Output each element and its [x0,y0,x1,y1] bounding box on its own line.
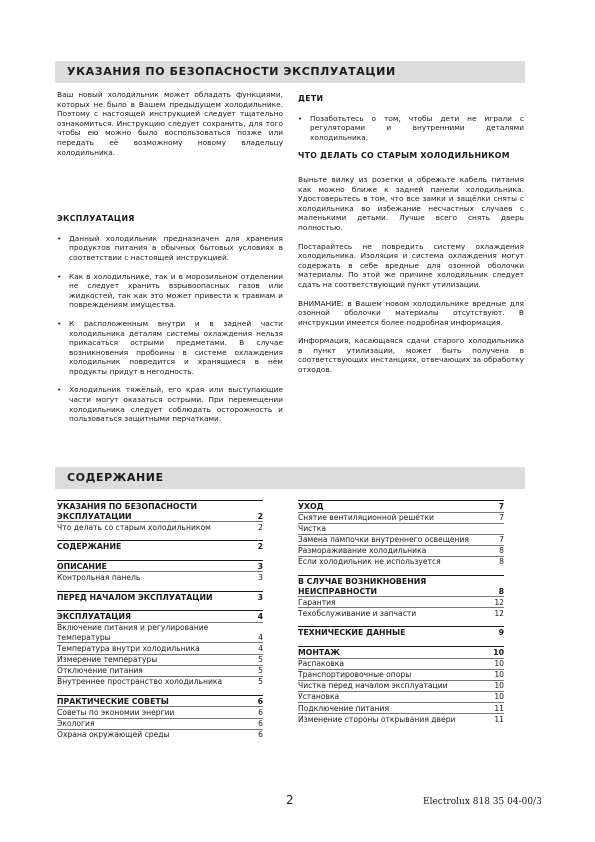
toc-page: 6 [258,719,263,728]
toc-page: 6 [258,707,263,717]
toc-title: Подключение питания [298,703,390,713]
toc-title: Размораживание холодильника [298,546,427,556]
toc-title: СОДЕРЖАНИЕ [57,542,122,552]
safety-intro: Ваш новый холодильник может обладать функциями, которых не было в Вашем предыдущем холодильнике. Поэтому с настоящей инструкцией следует тщательно ознакомиться. Инструкцию следует сохранить, для того чтобы ею можно было воспользоваться позже или передать её возможному новому владельцу холодильника. [57,90,283,157]
toc-subsection [57,718,263,729]
toc-subsection [57,571,263,582]
toc-title: Включение питания и регулирование температуры [57,623,209,642]
old-fridge-paragraph: ВНИМАНИЕ: в Вашем новом холодильнике вредные для озонной оболочки материалы отсутствуют. В инструкции имеется более подробная информация. [298,298,524,327]
toc-page: 10 [494,681,504,691]
toc-page: 7 [499,513,504,523]
toc-left-column [57,500,263,740]
toc-section [57,500,263,521]
toc-page: 4 [257,612,263,622]
old-fridge-heading: ЧТО ДЕЛАТЬ СО СТАРЫМ ХОЛОДИЛЬНИКОМ [298,151,510,161]
safety-heading-band [55,61,525,83]
toc-title: Охрана окружающей среды [57,730,170,740]
toc-subsection [298,669,504,680]
toc-subsection [57,521,263,532]
toc-subsection [298,545,504,556]
children-list [298,114,524,143]
toc-subsection [298,702,504,713]
toc-page: 2 [257,511,263,521]
toc-subsection [298,658,504,669]
toc-title: УКАЗАНИЯ ПО БЕЗОПАСНОСТИ ЭКСПЛУАТАЦИИ [57,502,198,521]
toc-section [298,626,504,638]
toc-title: Внутреннее пространство холодильника [57,677,223,687]
toc-page: 4 [258,643,263,653]
toc-title: Гарантия [298,597,336,607]
toc-title: ОПИСАНИЕ [57,561,107,571]
toc-page: 11 [494,703,504,713]
safety-right-column [298,94,524,384]
toc-title: Что делать со старым холодильником [57,522,211,532]
toc-page: 10 [494,670,504,680]
toc-section [57,540,263,552]
toc-subsection [298,691,504,702]
toc-subsection [298,607,504,618]
toc-title: В СЛУЧАЕ ВОЗНИКНОВЕНИЯ НЕИСПРАВНОСТИ [298,577,427,596]
toc-subsection [298,556,504,567]
toc-title: УХОД [298,502,324,511]
toc-subsection [57,665,263,676]
contents-heading: СОДЕРЖАНИЕ [67,471,164,484]
old-fridge-paragraph: Информация, касающаяся сдачи старого холодильника в пункт утилизации, может быть получена в соответствующих инстанциях, отвечающих за обработку отходов. [298,336,524,375]
toc-page: 2 [257,542,263,552]
toc-title: Чистка перед началом эксплуатации [298,681,448,691]
toc-section [298,646,504,658]
toc-title: Отключение питания [57,666,143,676]
toc-page: 9 [498,628,504,638]
children-item: • Позаботьтесь о том, чтобы дети не играли с регуляторами и внутренними деталями холодильника. [298,114,524,143]
toc-page: 12 [494,597,504,607]
toc-page: 5 [258,655,263,665]
operation-item: • Холодильник тяжёлый, его края или выступающие части могут оказаться острыми. При перемещении холодильника следует соблюдать осторожность и пользоваться защитными перчатками. [57,385,283,423]
toc-title: ПЕРЕД НАЧАЛОМ ЭКСПЛУАТАЦИИ [57,592,213,602]
operation-item: • Как в холодильнике, так и в морозильном отделении не следует хранить взрывоопасных газов или жидкостей, так как это может привести к травмам и повреждениям имущества. [57,272,283,310]
toc-subsection [298,680,504,691]
toc-page: 10 [493,648,504,658]
toc-page: 2 [258,522,263,532]
toc-title: Изменение стороны открывания двери [298,714,456,724]
toc-title: МОНТАЖ [298,648,340,658]
toc-title: Если холодильник не используется [298,557,441,567]
toc-title: Снятие вентиляционной решётки [298,513,434,523]
toc-title: ТЕХНИЧЕСКИЕ ДАННЫЕ [298,628,406,638]
toc-right-column [298,500,504,724]
toc-title: ПРАКТИЧЕСКИЕ СОВЕТЫ [57,696,169,706]
toc-title: Измерение температуры [57,655,158,665]
toc-section [298,575,504,596]
toc-title: Температура внутри холодильника [57,643,200,653]
toc-page: 8 [499,546,504,556]
children-heading: ДЕТИ [298,94,324,103]
old-fridge-paragraph: Выньте вилку из розетки и обрежьте кабель питания как можно ближе к задней панели холодильника. Удостоверьтесь в том, что все замки и защёлки сняты с холодильника во избежание несчастных случаев с маленькими детьми. Лучше всего снять дверь полностью. [298,174,524,232]
toc-page: 4 [258,632,263,642]
safety-left-column [57,90,283,433]
operation-list [57,234,283,424]
old-fridge-paragraph: Постарайтесь не повредить систему охлаждения холодильника. Изоляция и система охлаждения могут содержать в себе вредные для озонной оболочки материалы. По этой же причине холодильник следует сдать на соответствующий пункт утилизации. [298,241,524,289]
toc-subsection [298,523,504,534]
toc-section [57,695,263,707]
toc-page: 5 [258,666,263,676]
toc-page: 12 [494,608,504,618]
toc-page: 3 [258,572,263,582]
contents-heading-band [55,467,525,489]
toc-title: Распаковка [298,659,344,669]
toc-subsection [57,706,263,717]
operation-heading: ЭКСПЛУАТАЦИЯ [57,214,135,224]
toc-title: Советы по экономии энергии [57,707,175,717]
toc-subsection [57,729,263,740]
toc-title: Замена лампочки внутреннего освещения [298,535,469,545]
toc-title: Чистка [298,524,326,534]
toc-title: Контрольная панель [57,572,141,582]
toc-subsection [57,676,263,687]
toc-subsection [298,534,504,545]
toc-section [57,610,263,622]
toc-page: 3 [257,561,263,571]
toc-subsection [298,512,504,523]
toc-subsection [57,622,263,643]
operation-item: • К расположенным внутри и в задней части холодильника деталям системы охлаждения нельзя прикасаться острыми предметами. В случае возникновения пробоины в системе охлаждения холодильник повредится и хранящиеся в нём продукты придут в негодность. [57,319,283,377]
toc-page: 5 [258,677,263,687]
toc-page: 7 [499,535,504,545]
toc-title: Экология [57,719,95,728]
page-number: 2 [286,793,294,807]
brand-code: Electrolux 818 35 04-00/3 [423,797,542,807]
toc-subsection [57,654,263,665]
toc-title: ЭКСПЛУАТАЦИЯ [57,612,131,622]
toc-title: Техобслуживание и запчасти [298,608,417,618]
safety-heading: УКАЗАНИЯ ПО БЕЗОПАСНОСТИ ЭКСПЛУАТАЦИИ [67,65,396,78]
toc-section [57,591,263,603]
toc-page: 6 [257,696,263,706]
toc-section [57,560,263,572]
toc-subsection [57,642,263,653]
toc-page: 3 [257,592,263,602]
toc-page: 6 [258,730,263,740]
toc-page: 7 [498,502,504,511]
toc-subsection [298,713,504,724]
toc-subsection [298,596,504,607]
toc-title: Установка [298,692,340,702]
toc-page: 8 [498,586,504,596]
toc-page: 11 [494,714,504,724]
toc-page: 8 [499,557,504,567]
toc-section [298,500,504,512]
toc-title: Транспортировочные опоры [298,670,412,680]
toc-page: 10 [494,659,504,669]
toc-page: 10 [494,692,504,702]
operation-item: • Данный холодильник предназначен для хранения продуктов питания в обычных бытовых условиях в соответствии с настоящей инструкцией. [57,234,283,263]
